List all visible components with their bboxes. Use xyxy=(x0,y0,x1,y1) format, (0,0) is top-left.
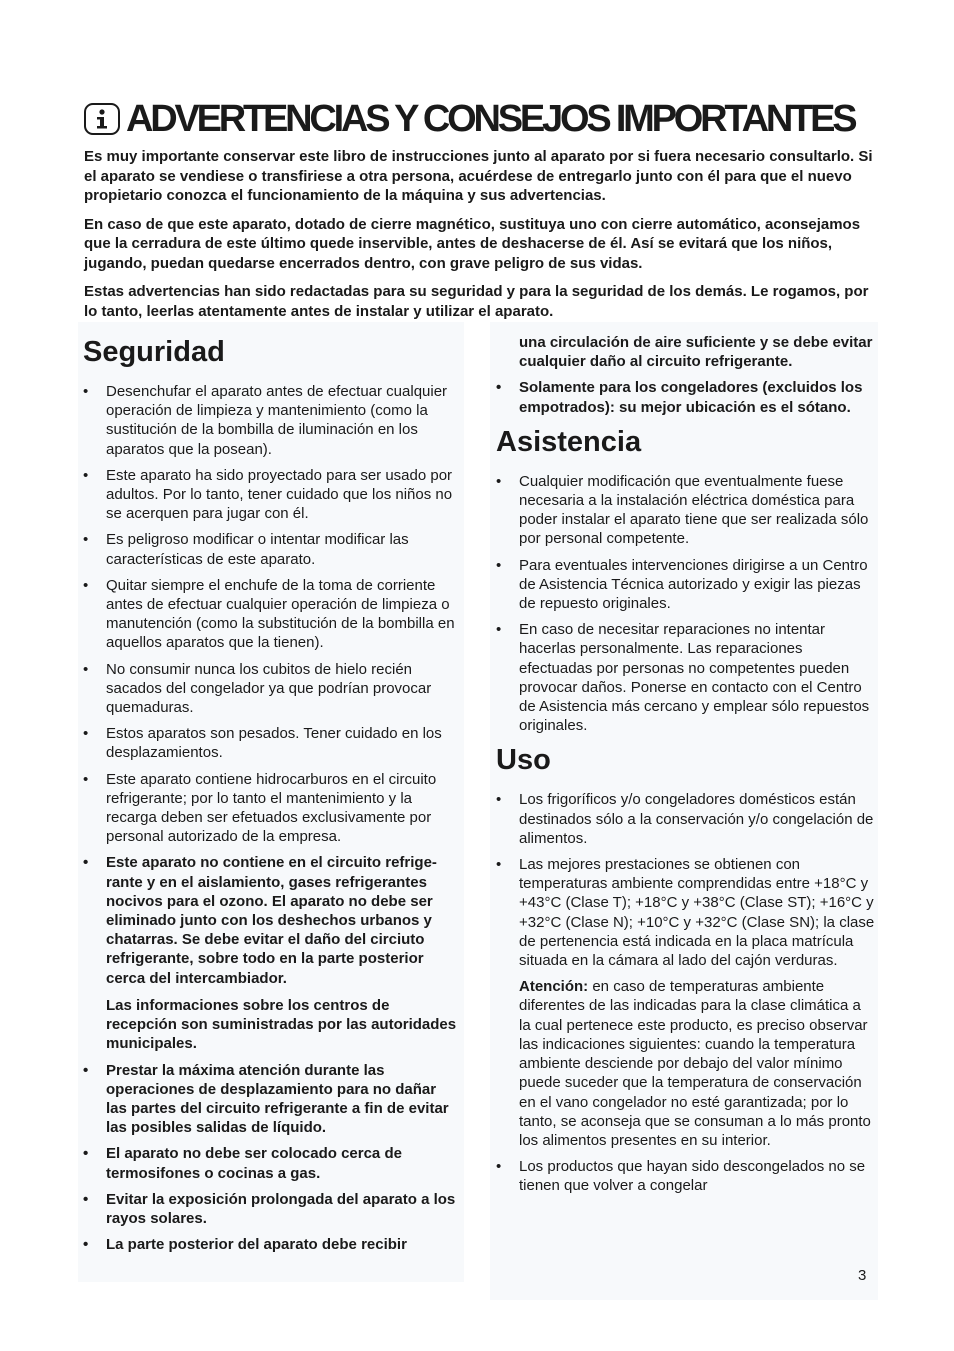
left-column xyxy=(82,330,460,1261)
bullet: • xyxy=(83,854,89,872)
list-item-text: Evitar la exposición prolongada del aparato a los rayos solares. xyxy=(106,1190,456,1227)
seguridad-list-continued xyxy=(495,378,876,416)
list-item-text: Este aparato no contiene en el circuito refrige-rante y en el aislamiento, gases refrigerantes nocivos para el ozono. El aparato no debe ser eliminado junto con los deshechos urbanos y chatarras. Se debe evitar el daño del circiuto refrigerante, sobre todo en la parte posterior cerca del intercambiador. xyxy=(106,854,437,987)
list-item-text: Estos aparatos son pesados. Tener cuidado en los desplazamientos. xyxy=(106,725,442,762)
attention-label: Atención: xyxy=(519,978,589,996)
asistencia-list xyxy=(495,472,876,736)
list-item-text: Es peligroso modificar o intentar modificar las características de este aparato. xyxy=(106,531,409,568)
bullet: • xyxy=(496,379,502,397)
intro-paragraph: Estas advertencias han sido redactadas para su seguridad y para la seguridad de los demás. Le rogamos, por lo tanto, leerlas atentamente antes de instalar y utilizar el aparato. xyxy=(84,283,869,320)
bullet: • xyxy=(83,660,89,678)
bullet: • xyxy=(83,770,89,788)
list-item-text: No consumir nunca los cubitos de hielo recién sacados del congelador ya que podrían provocar quemaduras. xyxy=(106,660,432,717)
right-column xyxy=(495,333,876,1203)
list-item xyxy=(82,466,460,524)
intro-paragraph: En caso de que este aparato, dotado de cierre magnético, sustituya uno con cierre automático, aconsejamos que la cerradura de este último quede inservible, antes de deshacerse de él. Así se evitará que los niños, jugando, puedan quedarse encerrados dentro, con grave peligro de sus vidas. xyxy=(84,215,861,272)
bullet: • xyxy=(83,576,89,594)
list-item-text: Cualquier modificación que eventualmente fuese necesaria a la instalación eléctrica doméstica para poder instalar el aparato tiene que ser realizada sólo por personal competente. xyxy=(519,472,869,548)
section-heading-uso: Uso xyxy=(496,744,551,777)
bullet: • xyxy=(83,1190,89,1208)
list-item xyxy=(82,1235,460,1254)
list-item xyxy=(82,382,460,459)
list-item xyxy=(495,378,876,416)
bullet: • xyxy=(83,466,89,484)
bullet: • xyxy=(496,791,502,809)
uso-list xyxy=(495,790,876,1195)
bullet: • xyxy=(83,1145,89,1163)
bullet: • xyxy=(496,856,502,874)
list-item xyxy=(495,855,876,1150)
list-item-text: Quitar siempre el enchufe de la toma de corriente antes de efectuar cualquier operación de limpieza o manutención (como la substitución de la bombilla en aquellos aparatos que la tienen). xyxy=(106,576,455,652)
bullet: • xyxy=(496,621,502,639)
list-item-text: Solamente para los congeladores (excluidos los empotrados): su mejor ubicación es el sótano. xyxy=(519,379,863,416)
list-item-text: Los frigoríficos y/o congeladores domésticos están destinados sólo a la conservación y/o congelación de alimentos. xyxy=(519,791,874,847)
list-item xyxy=(495,620,876,735)
list-item xyxy=(495,790,876,848)
list-item-text: Prestar la máxima atención durante las operaciones de desplazamiento para no dañar las partes del circuito refrigerante a fin de evitar las posibles salidas de líquido. xyxy=(106,1061,449,1137)
bullet: • xyxy=(83,531,89,549)
list-item xyxy=(82,853,460,1053)
page-title: ADVERTENCIAS Y CONSEJOS IMPORTANTES xyxy=(126,97,855,140)
attention-text: en caso de temperaturas ambiente diferentes de las indicadas para la clase climática a la cual pertenece este producto, es preciso observar las indicaciones siguientes: cuando la temperatura ambiente desciende por debajo del valor mínimo puede suceder que la temperatura de conservación en el vano congelador no esté garantizada; por lo tanto, se aconseja que se consuman a lo más pronto los alimentos presentes en su interior. xyxy=(519,978,871,1149)
list-item xyxy=(82,770,460,847)
bullet: • xyxy=(496,1158,502,1176)
list-item xyxy=(82,1144,460,1182)
bullet: • xyxy=(496,472,502,490)
list-item-text: Este aparato contiene hidrocarburos en el circuito refrigerante; por lo tanto el mantenimiento y la recarga deben ser efetuados exclusivamente por personal autorizado de la empresa. xyxy=(106,770,437,846)
list-item xyxy=(82,724,460,762)
recycling-info-paragraph: Las informaciones sobre los centros de recepción son suministradas por las autoridades municipales. xyxy=(106,996,457,1053)
list-item xyxy=(82,1061,460,1138)
bullet: • xyxy=(83,725,89,743)
bullet: • xyxy=(83,1236,89,1254)
info-icon xyxy=(84,103,120,135)
list-item-text: En caso de necesitar reparaciones no intentar hacerlas personalmente. Las reparaciones efectuadas por personas no competentes pueden provocar daños. Ponerse en contacto con el Centro de Asistencia más cercano y emplear sólo repuestos originales. xyxy=(519,621,870,735)
page-number: 3 xyxy=(858,1267,867,1284)
list-item xyxy=(495,556,876,614)
intro-section xyxy=(84,147,876,330)
intro-paragraph: Es muy importante conservar este libro de instrucciones junto al aparato por si fuera necesario consultarlo. Si el aparato se vendiese o transfiriese a otra persona, acuérdese de entregarlo junto con él para que el nuevo propietario conozca el funcionamiento de la máquina y sus advertencias. xyxy=(84,148,873,204)
list-item-text: Los productos que hayan sido descongelados no se tienen que volver a congelar xyxy=(519,1158,866,1195)
list-item-text: Desenchufar el aparato antes de efectuar cualquier operación de limpieza y mantenimiento (como la sustitución de la bombilla de iluminación en los aparatos que la posean). xyxy=(106,383,448,458)
list-item-text: El aparato no debe ser colocado cerca de termosifones o cocinas a gas. xyxy=(106,1145,402,1182)
list-item-text: Para eventuales intervenciones dirigirse a un Centro de Asistencia Técnica autorizado y exigir las piezas de repuesto originales. xyxy=(519,556,868,613)
list-item xyxy=(82,576,460,653)
list-item-text: Este aparato ha sido proyectado para ser usado por adultos. Por lo tanto, tener cuidado que los niños no se acerquen para jugar con él. xyxy=(106,466,453,523)
section-heading-seguridad: Seguridad xyxy=(83,336,225,368)
page-header xyxy=(84,96,854,142)
bullet: • xyxy=(496,556,502,574)
bullet: • xyxy=(83,1061,89,1079)
list-item xyxy=(82,530,460,568)
list-item-text: Las mejores prestaciones se obtienen con temperaturas ambiente comprendidas entre +18°C y +43°C (Clase T); +18°C y +38°C (Clase ST); +16°C y +32°C (Clase N); +10°C y +32°C (Clase SN); la clase de pertenencia está indicada en la placa matrícula situada en la cámara al lado del cajón verduras. xyxy=(519,856,875,970)
section-heading-asistencia: Asistencia xyxy=(496,425,642,458)
list-item xyxy=(495,472,876,549)
bullet: • xyxy=(83,383,89,400)
list-item-text: La parte posterior del aparato debe recibir xyxy=(106,1236,407,1254)
list-item xyxy=(82,1190,460,1228)
seguridad-list xyxy=(82,382,460,1254)
list-item xyxy=(82,660,460,718)
list-item xyxy=(495,1157,876,1195)
attention-paragraph xyxy=(519,977,876,1150)
list-item-continuation: una circulación de aire suficiente y se debe evitar cualquier daño al circuito refrigerante. xyxy=(519,334,873,371)
